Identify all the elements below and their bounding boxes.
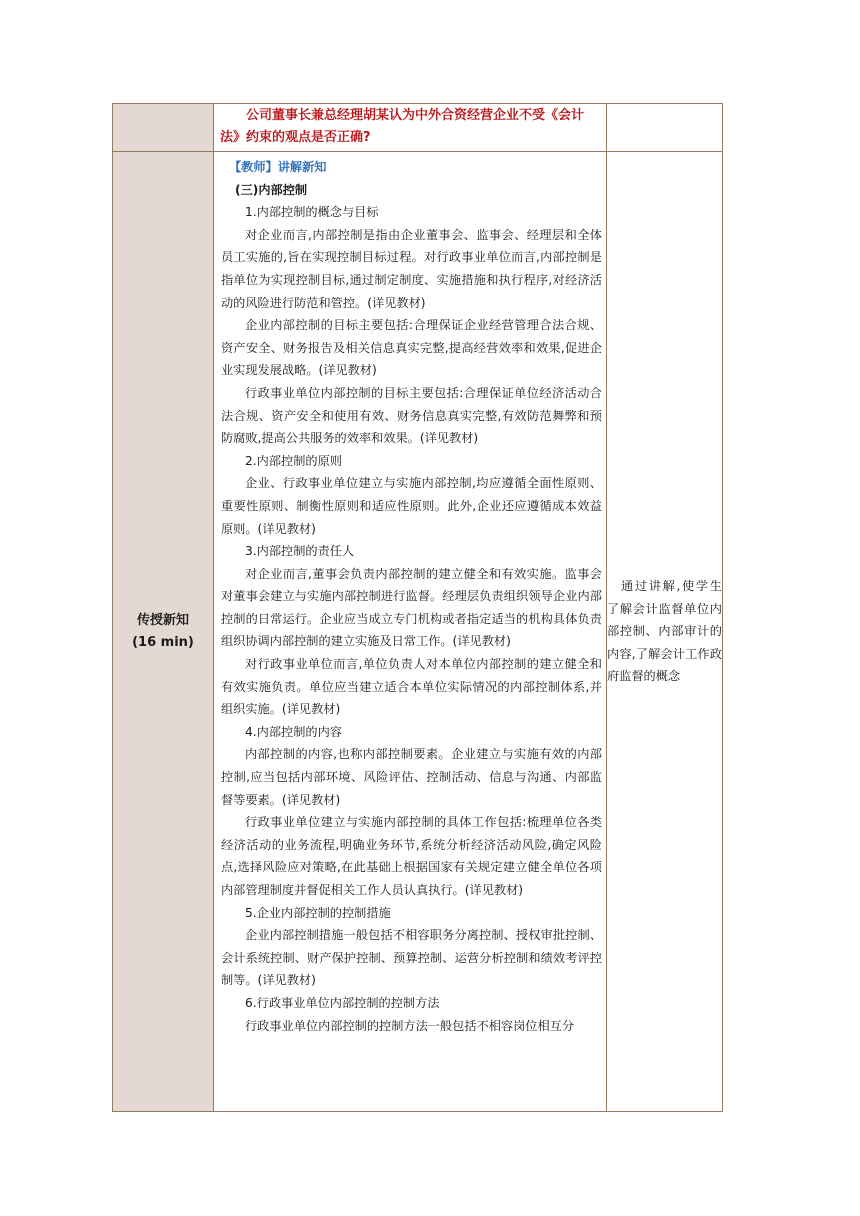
paragraph: 行政事业单位建立与实施内部控制的具体工作包括:梳理单位各类经济活动的业务流程,明确业务环节,系统分析经济活动风险,确定风险点,选择风险应对策略,在此基础上根据国家有关规定建立健全单位各项内部管理制度并督促相关工作人员认真执行。(详见教材) bbox=[221, 815, 602, 897]
teacher-role-label: 【教师】讲解新知 bbox=[229, 160, 327, 174]
paragraph: 企业内部控制的目标主要包括:合理保证企业经营管理合法合规、资产安全、财务报告及相关信息真实完整,提高经营效率和效果,促进企业实现发展战略。(详见教材) bbox=[221, 318, 602, 378]
subheading: 3.内部控制的责任人 bbox=[245, 544, 355, 559]
teaching-goal: 通过讲解,使学生了解会计监督单位内部控制、内部审计的内容,了解会计工作政府监督的概念 bbox=[607, 579, 722, 684]
discussion-question: 公司董事长兼总经理胡某认为中外合资经营企业不受《会计法》约束的观点是否正确? bbox=[220, 108, 585, 145]
paragraph: 企业内部控制措施一般包括不相容职务分离控制、授权审批控制、会计系统控制、财产保护控制、预算控制、运营分析控制和绩效考评控制等。(详见教材) bbox=[221, 928, 602, 988]
subheading: 6.行政事业单位内部控制的控制方法 bbox=[245, 995, 440, 1010]
paragraph: 行政事业单位内部控制的目标主要包括:合理保证单位经济活动合法合规、资产安全和使用有效、财务信息真实完整,有效防范舞弊和预防腐败,提高公共服务的效率和效果。(详见教材) bbox=[221, 385, 602, 446]
goal-cell-empty bbox=[607, 104, 723, 152]
paragraph: 企业、行政事业单位建立与实施内部控制,均应遵循全面性原则、重要性原则、制衡性原则和适应性原则。此外,企业还应遵循成本效益原则。(详见教材) bbox=[221, 476, 602, 536]
lesson-plan-table bbox=[112, 103, 723, 1112]
subheading: 5.企业内部控制的控制措施 bbox=[245, 905, 391, 920]
paragraph: 行政事业单位内部控制的控制方法一般包括不相容岗位相互分 bbox=[245, 1018, 575, 1033]
question-cell bbox=[214, 104, 607, 152]
stage-cell bbox=[113, 152, 214, 1112]
stage-cell-empty bbox=[113, 104, 214, 152]
stage-time: (16 min) bbox=[132, 634, 194, 650]
stage-name: 传授新知 bbox=[136, 612, 189, 628]
paragraph-list bbox=[221, 201, 602, 1037]
teaching-content bbox=[214, 152, 606, 1111]
paragraph: 对企业而言,董事会负责内部控制的建立健全和有效实施。监事会对董事会建立与实施内部控制进行监督。经理层负责组织领导企业内部控制的日常运行。企业应当成立专门机构或者指定适当的机构具体负责组织协调内部控制的建立实施及日常工作。(详见教材) bbox=[221, 566, 602, 649]
paragraph: 对企业而言,内部控制是指由企业董事会、监事会、经理层和全体员工实施的,旨在实现控制目标过程。对行政事业单位而言,内部控制是指单位为实现控制目标,通过制定制度、实施措施和执行程序,对经济活动的风险进行防范和管控。(详见教材) bbox=[221, 227, 602, 310]
subheading: 1.内部控制的概念与目标 bbox=[245, 205, 379, 220]
subheading: 2.内部控制的原则 bbox=[245, 453, 342, 468]
goal-cell bbox=[607, 152, 723, 1112]
teaching-row bbox=[113, 152, 723, 1112]
subheading: 4.内部控制的内容 bbox=[245, 724, 342, 739]
paragraph: 内部控制的内容,也称内部控制要素。企业建立与实施有效的内部控制,应当包括内部环境、风险评估、控制活动、信息与沟通、内部监督等要素。(详见教材) bbox=[221, 747, 602, 807]
paragraph: 对行政事业单位而言,单位负责人对本单位内部控制的建立健全和有效实施负责。单位应当建立适合本单位实际情况的内部控制体系,并组织实施。(详见教材) bbox=[221, 657, 602, 717]
section-heading: (三)内部控制 bbox=[235, 182, 308, 197]
question-row bbox=[113, 104, 723, 152]
content-cell bbox=[214, 152, 607, 1112]
